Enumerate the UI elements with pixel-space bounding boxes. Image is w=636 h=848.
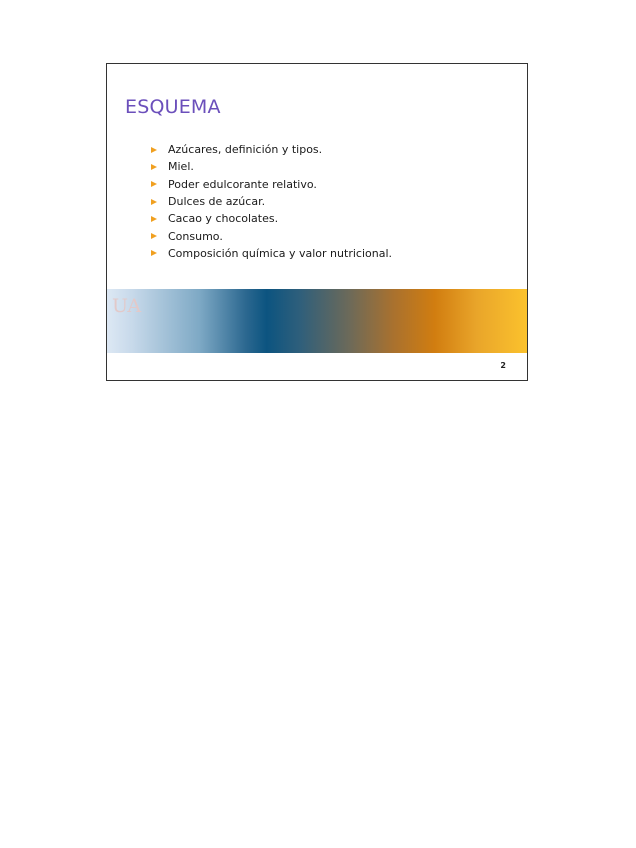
triangle-bullet-icon (151, 216, 157, 222)
triangle-bullet-icon (151, 147, 157, 153)
decorative-gradient-band (107, 289, 527, 353)
slide-title: ESQUEMA (125, 96, 221, 118)
list-item (151, 141, 392, 158)
slide (106, 63, 528, 381)
list-item (151, 176, 392, 193)
list-item (151, 210, 392, 227)
triangle-bullet-icon (151, 199, 157, 205)
bullet-text: Azúcares, definición y tipos. (168, 143, 323, 157)
ua-logo: UA (112, 295, 142, 317)
list-item (151, 227, 392, 244)
bullet-text: Miel. (168, 160, 194, 174)
bullet-text: Dulces de azúcar. (168, 195, 266, 209)
list-item (151, 193, 392, 210)
list-item (151, 245, 392, 262)
triangle-bullet-icon (151, 164, 157, 170)
bullet-text: Consumo. (168, 229, 223, 243)
list-item (151, 158, 392, 175)
page-number: 2 (500, 361, 506, 370)
triangle-bullet-icon (151, 233, 157, 239)
triangle-bullet-icon (151, 181, 157, 187)
triangle-bullet-icon (151, 250, 157, 256)
bullet-list (151, 141, 392, 262)
bullet-text: Composición química y valor nutricional. (168, 246, 392, 260)
bullet-text: Cacao y chocolates. (168, 212, 279, 226)
bullet-text: Poder edulcorante relativo. (168, 177, 317, 191)
